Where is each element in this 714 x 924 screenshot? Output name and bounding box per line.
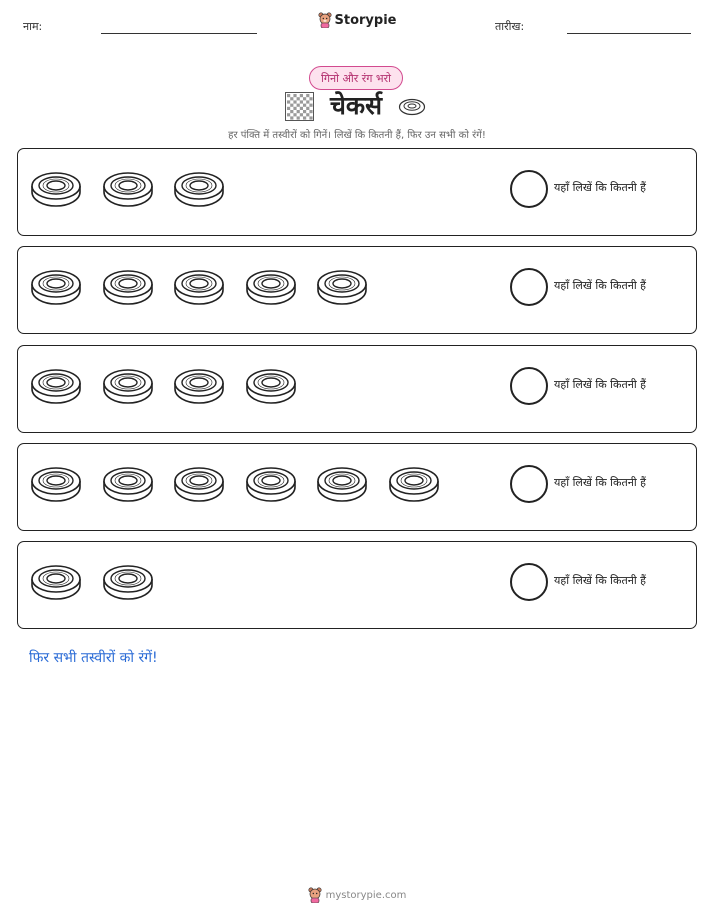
name-line[interactable] [101, 33, 257, 34]
brand-logo [0, 12, 714, 32]
write-label: यहाँ लिखें कि कितनी हैं [554, 574, 647, 587]
bear-mascot-icon [318, 12, 332, 28]
answer-circle[interactable] [510, 465, 548, 503]
checker-piece-icon[interactable] [30, 562, 82, 602]
checker-piece-icon[interactable] [316, 267, 368, 307]
checker-piece-icon[interactable] [316, 464, 368, 504]
row-4 [17, 443, 697, 531]
answer-circle[interactable] [510, 170, 548, 208]
title-row [0, 89, 714, 123]
row-1 [17, 148, 697, 236]
date-label: तारीख: [495, 20, 525, 33]
checker-piece-icon[interactable] [102, 267, 154, 307]
page-title: चेकर्स [330, 91, 382, 120]
checker-piece-icon[interactable] [245, 366, 297, 406]
site-url[interactable]: mystorypie.com [325, 889, 407, 901]
checker-piece-icon[interactable] [173, 464, 225, 504]
write-label: यहाँ लिखें कि कितनी हैं [554, 378, 647, 391]
checkerboard-icon [285, 92, 314, 121]
checker-piece-icon[interactable] [102, 169, 154, 209]
checker-piece-icon[interactable] [30, 267, 82, 307]
site-footer [0, 887, 714, 906]
checker-piece-icon[interactable] [245, 267, 297, 307]
row-3 [17, 345, 697, 433]
answer-circle[interactable] [510, 268, 548, 306]
checker-piece-icon[interactable] [30, 169, 82, 209]
row-5 [17, 541, 697, 629]
write-label: यहाँ लिखें कि कितनी हैं [554, 279, 647, 292]
checker-piece-icon[interactable] [173, 267, 225, 307]
brand-name: Storypie [334, 12, 397, 28]
checker-piece-icon[interactable] [102, 464, 154, 504]
date-line[interactable] [567, 33, 691, 34]
checker-piece-icon [398, 98, 426, 116]
activity-badge: गिनो और रंग भरो [309, 66, 403, 90]
checker-piece-icon[interactable] [173, 366, 225, 406]
write-label: यहाँ लिखें कि कितनी हैं [554, 476, 647, 489]
answer-circle[interactable] [510, 563, 548, 601]
checker-piece-icon[interactable] [245, 464, 297, 504]
checker-piece-icon[interactable] [102, 562, 154, 602]
checker-piece-icon[interactable] [30, 464, 82, 504]
footer-note: फिर सभी तस्वीरों को रंगें! [29, 650, 158, 666]
name-label: नाम: [23, 20, 43, 33]
checker-piece-icon[interactable] [30, 366, 82, 406]
write-label: यहाँ लिखें कि कितनी हैं [554, 181, 647, 194]
checker-piece-icon[interactable] [388, 464, 440, 504]
row-2 [17, 246, 697, 334]
instructions: हर पंक्ति में तस्वीरों को गिनें। लिखें कि कितनी हैं, फिर उन सभी को रंगें! [228, 130, 486, 141]
checker-piece-icon[interactable] [102, 366, 154, 406]
checker-piece-icon[interactable] [173, 169, 225, 209]
bear-mascot-icon [308, 887, 322, 903]
answer-circle[interactable] [510, 367, 548, 405]
